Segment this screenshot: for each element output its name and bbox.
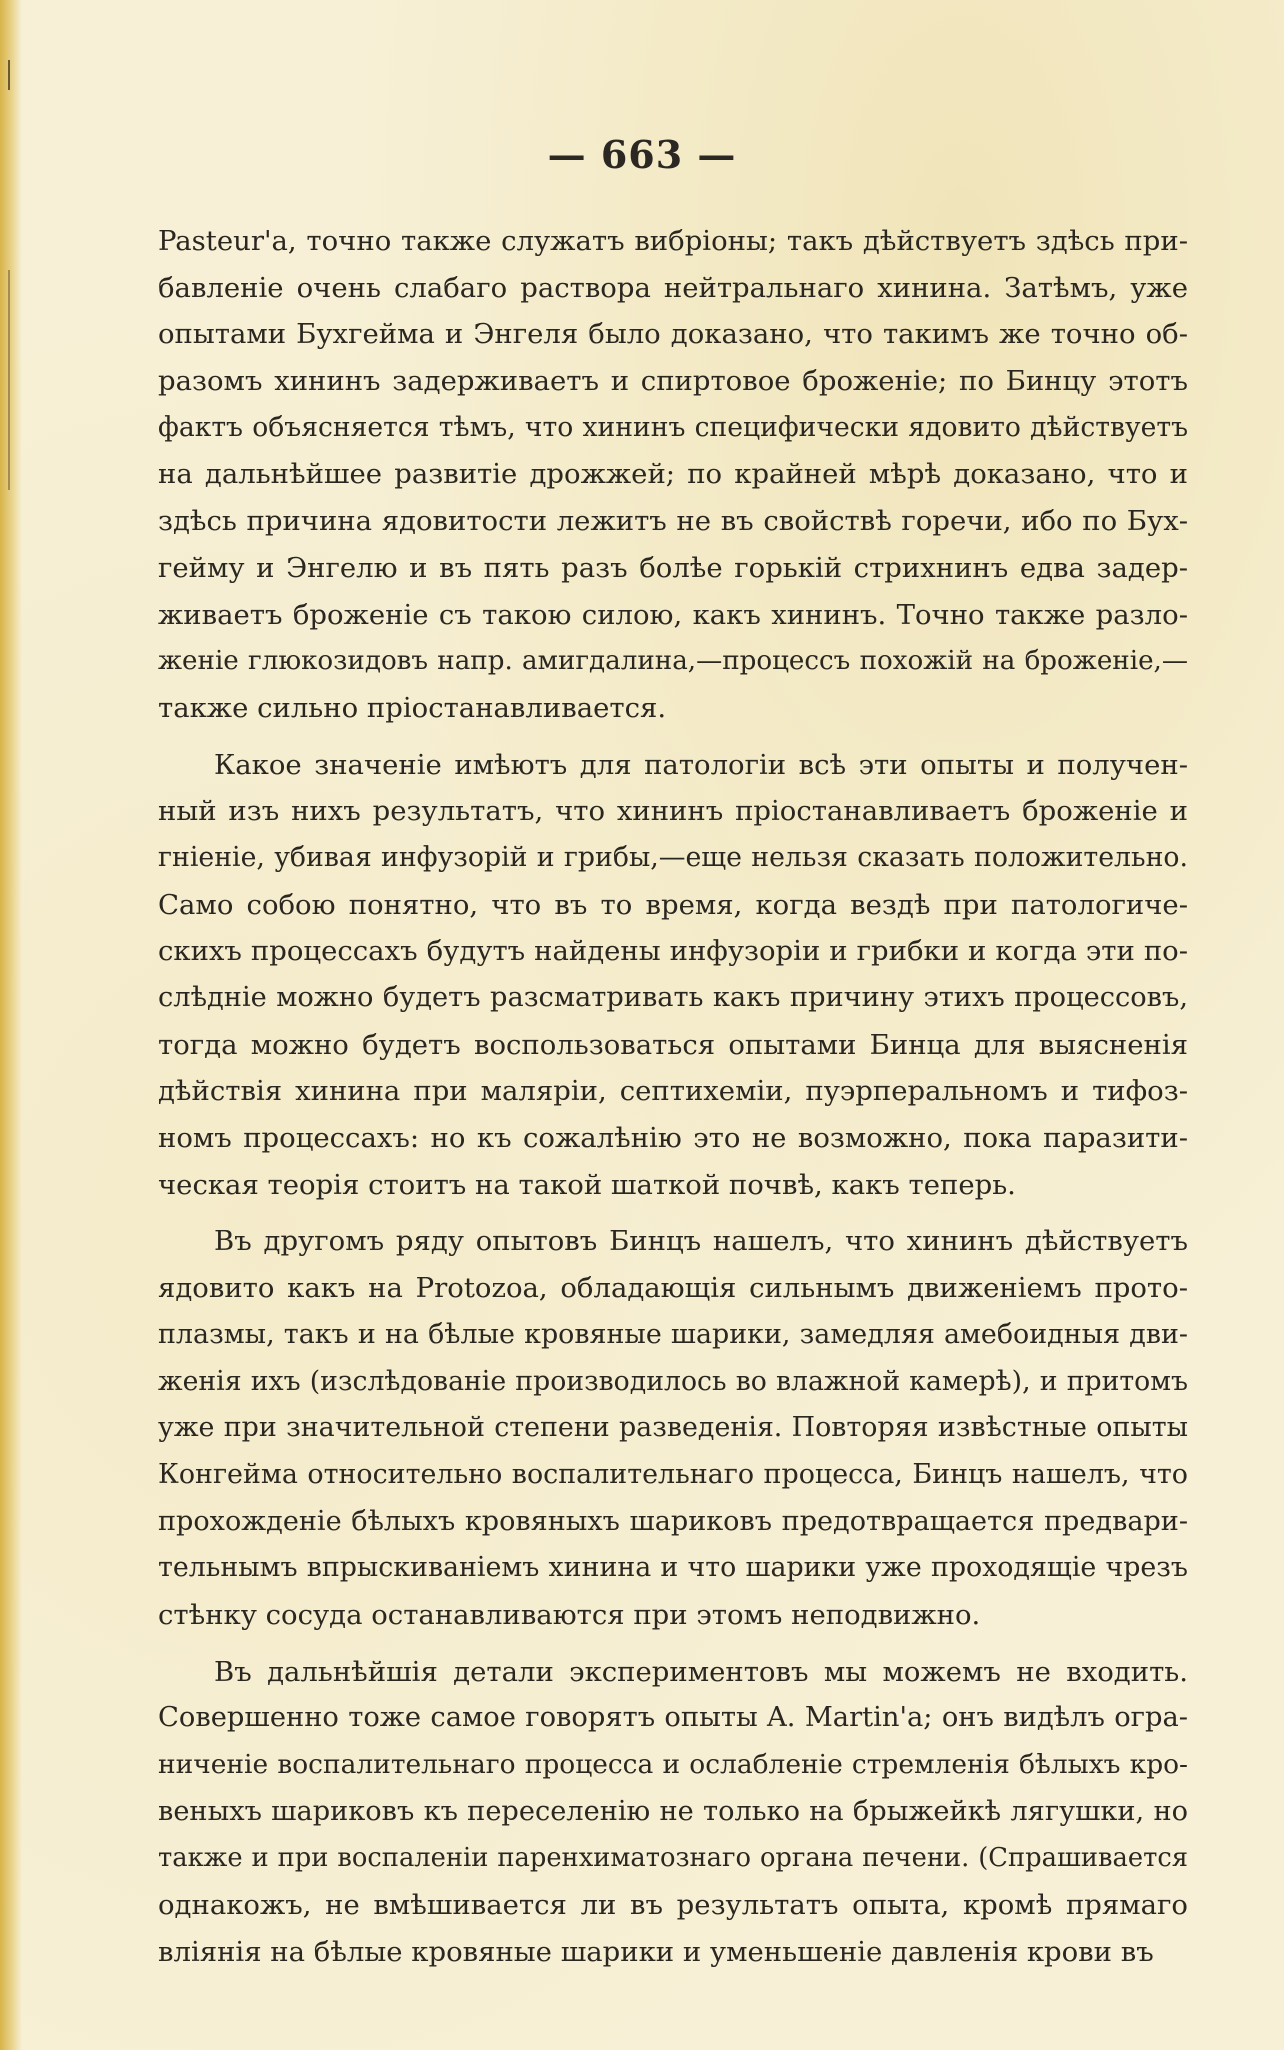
text-line: ческая теорія стоитъ на такой шаткой почвѣ, какъ теперь. [158, 1168, 1016, 1201]
edge-mark [8, 60, 10, 90]
text-line: опытами Бухгейма и Энгеля было доказано, что такимъ же точно об- [158, 318, 1188, 351]
text-line: тогда можно будетъ воспользоваться опытами Бинца для выясненія [158, 1028, 1188, 1061]
edge-mark [8, 270, 10, 490]
text-line: ниченіе воспалительнаго процесса и ослабленіе стремленія бѣлыхъ кро- [158, 1749, 1188, 1780]
text-line: тельнымъ впрыскиваніемъ хинина и что шарики уже проходящіе чрезъ [158, 1552, 1188, 1584]
page-number: — 663 — [547, 132, 737, 177]
text-line: женіе глюкозидовъ напр. амигдалина,—процессъ похожій на броженіе,— [158, 646, 1188, 677]
text-line: также и при воспаленіи паренхиматознаго органа печени. (Спрашивается [158, 1843, 1188, 1874]
text-line: стѣнку сосуда останавливаются при этомъ неподвижно. [158, 1598, 981, 1631]
text-line: веныхъ шариковъ къ переселенію не только на брыжейкѣ лягушки, но [158, 1795, 1188, 1827]
text-line: прохожденіе бѣлыхъ кровяныхъ шариковъ предотвращается предвари- [158, 1505, 1188, 1537]
text-line: на дальнѣйшее развитіе дрожжей; по крайней мѣрѣ доказано, что и [158, 458, 1188, 491]
text-line: плазмы, такъ и на бѣлые кровяные шарики, замедляя амебоидныя дви- [158, 1318, 1188, 1350]
paragraph [158, 218, 1188, 732]
text-line: скихъ процессахъ будутъ найдены инфузоріи и грибки и когда эти по- [158, 935, 1188, 968]
text-line: ный изъ нихъ результатъ, что хининъ пріостанавливаетъ броженіе и [158, 795, 1188, 828]
text-line: живаетъ броженіе съ такою силою, какъ хининъ. Точно также разло- [158, 598, 1188, 631]
text-line: уже при значительной степени разведенія. Повторяя извѣстные опыты [158, 1412, 1188, 1444]
text-line: фактъ объясняется тѣмъ, что хининъ специфически ядовито дѣйствуетъ [158, 411, 1188, 443]
page-left-edge [0, 0, 22, 2050]
paragraph-gap [158, 1208, 1188, 1218]
text-line: Совершенно тоже самое говорятъ опыты A. Martin'a; онъ видѣлъ огра- [158, 1702, 1188, 1734]
text-line: Какое значеніе имѣютъ для патологіи всѣ эти опыты и получен- [214, 748, 1188, 781]
text-line: ядовито какъ на Protozoa, обладающія сильнымъ движеніемъ прото- [158, 1272, 1188, 1305]
text-line: здѣсь причина ядовитости лежитъ не въ свойствѣ горечи, ибо по Бух- [158, 505, 1188, 538]
text-line: гніеніе, убивая инфузорій и грибы,—еще нельзя сказать положительно. [158, 841, 1188, 873]
text-line: дѣйствія хинина при маляріи, септихеміи, пуэрперальномъ и тифоз- [158, 1075, 1188, 1108]
text-line: Въ другомъ ряду опытовъ Бинцъ нашелъ, что хининъ дѣйствуетъ [214, 1225, 1188, 1258]
text-line: Конгейма относительно воспалительнаго процесса, Бинцъ нашелъ, что [158, 1458, 1188, 1490]
text-line: разомъ хининъ задерживаетъ и спиртовое броженіе; по Бинцу этотъ [158, 365, 1188, 398]
body-text [158, 218, 1188, 1975]
paragraph [158, 1649, 1188, 1976]
text-line: Pasteur'a, точно также служатъ вибріоны; такъ дѣйствуетъ здѣсь при- [158, 225, 1188, 257]
paragraph [158, 742, 1188, 1209]
text-line: женія ихъ (изслѣдованіе производилось во влажной камерѣ), и притомъ [158, 1365, 1188, 1397]
text-line: бавленіе очень слабаго раствора нейтральнаго хинина. Затѣмъ, уже [158, 271, 1188, 304]
text-line: слѣдніе можно будетъ разсматривать какъ причину этихъ процессовъ, [158, 982, 1188, 1013]
text-line: номъ процессахъ: но къ сожалѣнію это не возможно, пока паразити- [158, 1122, 1188, 1155]
text-line: также сильно пріостанавливается. [158, 691, 667, 724]
text-line: вліянія на бѣлые кровяные шарики и уменьшеніе давленія крови въ [158, 1935, 1154, 1968]
paragraph [158, 1218, 1188, 1638]
paragraph-gap [158, 732, 1188, 742]
text-line: однакожъ, не вмѣшивается ли въ результатъ опыта, кромѣ прямаго [158, 1889, 1188, 1922]
paragraph-gap [158, 1639, 1188, 1649]
text-line: гейму и Энгелю и въ пять разъ болѣе горькій стрихнинъ едва задер- [158, 551, 1188, 584]
text-line: Само собою понятно, что въ то время, когда вездѣ при патологиче- [158, 888, 1188, 921]
text-line: Въ дальнѣйшія детали экспериментовъ мы можемъ не входить. [214, 1655, 1188, 1688]
